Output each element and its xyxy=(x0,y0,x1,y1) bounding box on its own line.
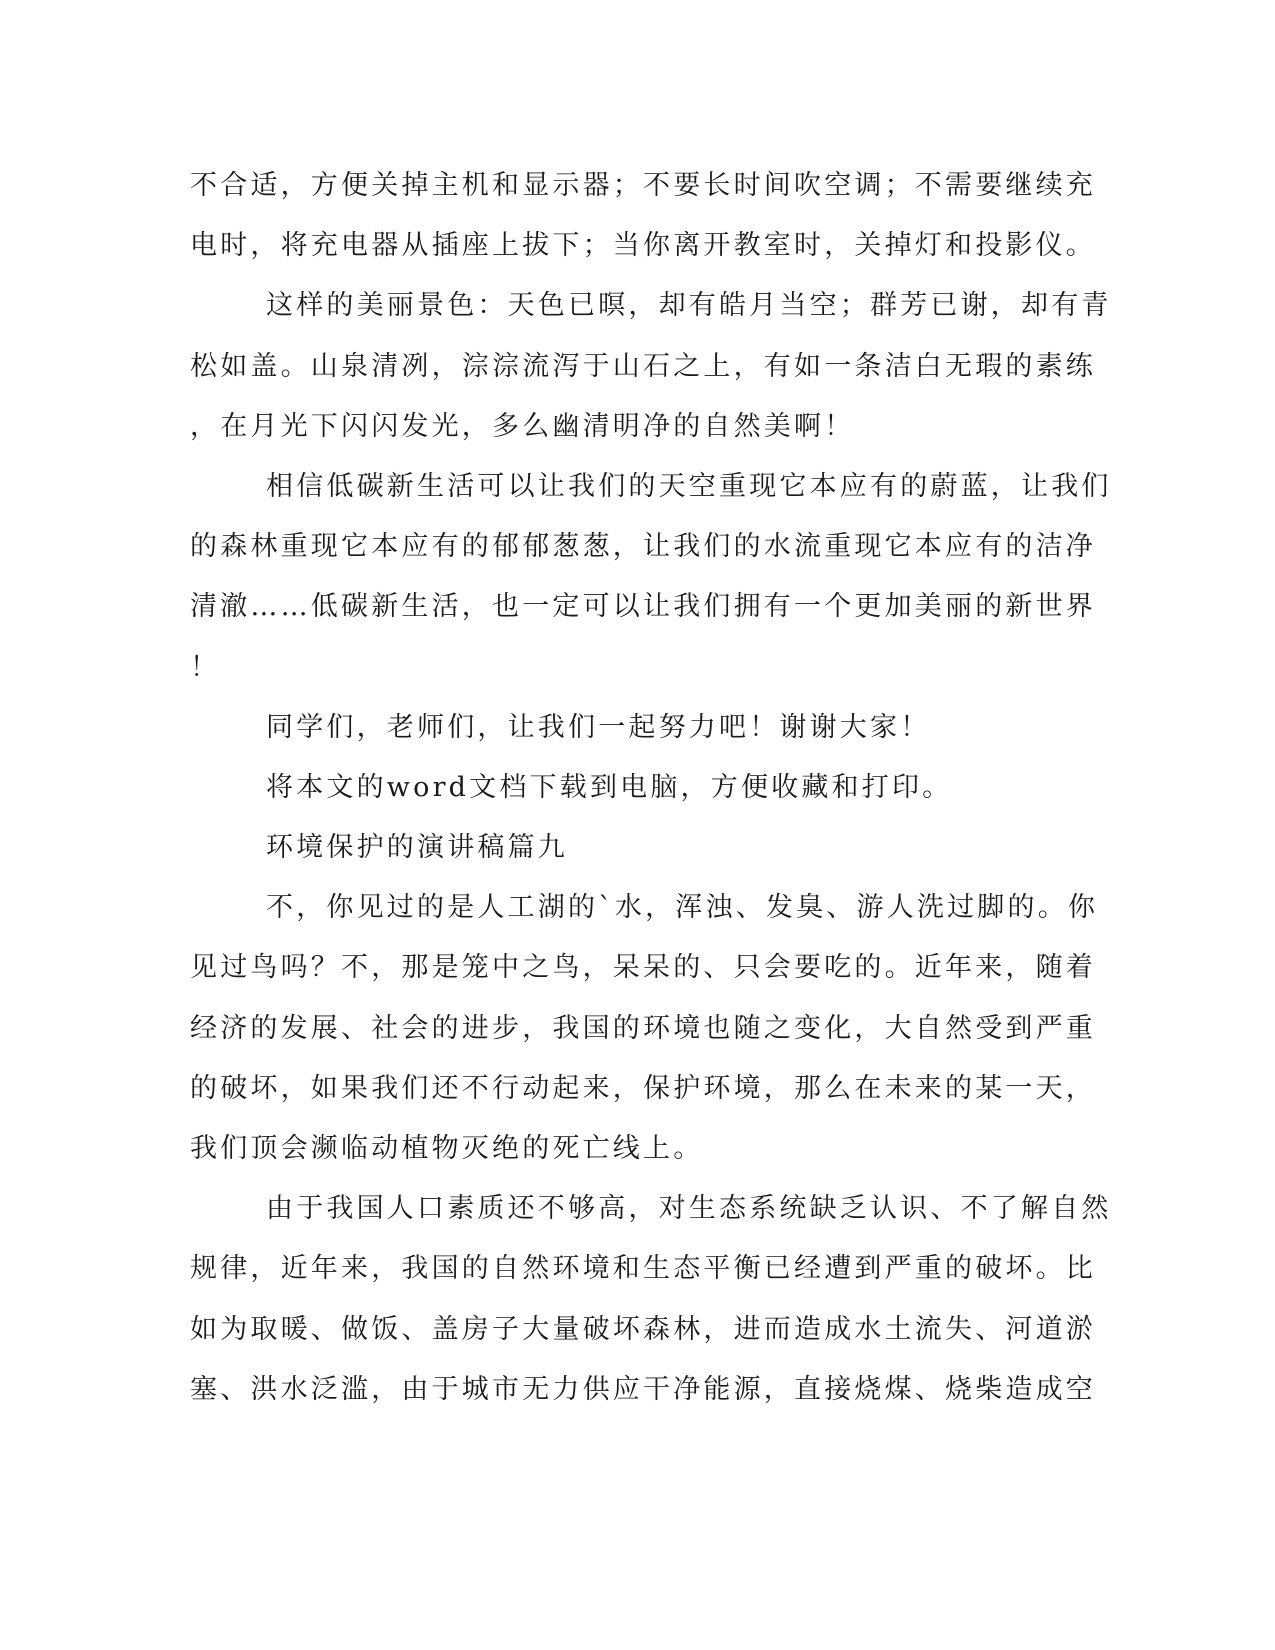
text-line: 的森林重现它本应有的郁郁葱葱，让我们的水流重现它本应有的洁净 xyxy=(190,531,1096,563)
section-title: 环境保护的演讲稿篇九 xyxy=(266,832,568,864)
closing-line: 同学们，老师们，让我们一起努力吧！谢谢大家！ xyxy=(266,711,931,743)
text-line: 松如盖。山泉清冽，淙淙流泻于山石之上，有如一条洁白无瑕的素练 xyxy=(190,350,1096,382)
text-line: ！ xyxy=(190,651,221,683)
text-line: 清澈……低碳新生活，也一定可以让我们拥有一个更加美丽的新世界 xyxy=(190,591,1096,623)
text-line: 我们顶会濒临动植物灭绝的死亡线上。 xyxy=(190,1133,704,1164)
document-body xyxy=(190,156,1112,1420)
text-line: 如为取暖、做饭、盖房子大量破坏森林，进而造成水土流失、河道淤 xyxy=(190,1313,1096,1345)
text-line: 规律，近年来，我国的自然环境和生态平衡已经遭到严重的破坏。比 xyxy=(190,1253,1096,1285)
text-line: 的破坏，如果我们还不行动起来，保护环境，那么在未来的某一天， xyxy=(190,1072,1096,1104)
paragraph-start-line: 由于我国人口素质还不够高，对生态系统缺乏认识、不了解自然 xyxy=(266,1193,1112,1225)
download-note-line: 将本文的word文档下载到电脑，方便收藏和打印。 xyxy=(266,771,953,803)
text-line: ，在月光下闪闪发光，多么幽清明净的自然美啊！ xyxy=(190,410,855,442)
paragraph-start-line: 不，你见过的是人工湖的`水，浑浊、发臭、游人洗过脚的。你 xyxy=(266,892,1099,924)
text-line: 见过鸟吗？不，那是笼中之鸟，呆呆的、只会要吃的。近年来，随着 xyxy=(190,952,1096,984)
text-line: 经济的发展、社会的进步，我国的环境也随之变化，大自然受到严重 xyxy=(190,1012,1096,1044)
paragraph-start-line: 这样的美丽景色：天色已暝，却有皓月当空；群芳已谢，却有青 xyxy=(266,290,1112,322)
text-line: 塞、洪水泛滥，由于城市无力供应干净能源，直接烧煤、烧柴造成空 xyxy=(190,1373,1096,1405)
text-line: 电时，将充电器从插座上拔下；当你离开教室时，关掉灯和投影仪。 xyxy=(190,230,1096,262)
text-line: 不合适，方便关掉主机和显示器；不要长时间吹空调；不需要继续充 xyxy=(190,170,1096,201)
paragraph-start-line: 相信低碳新生活可以让我们的天空重现它本应有的蔚蓝，让我们 xyxy=(266,470,1112,502)
